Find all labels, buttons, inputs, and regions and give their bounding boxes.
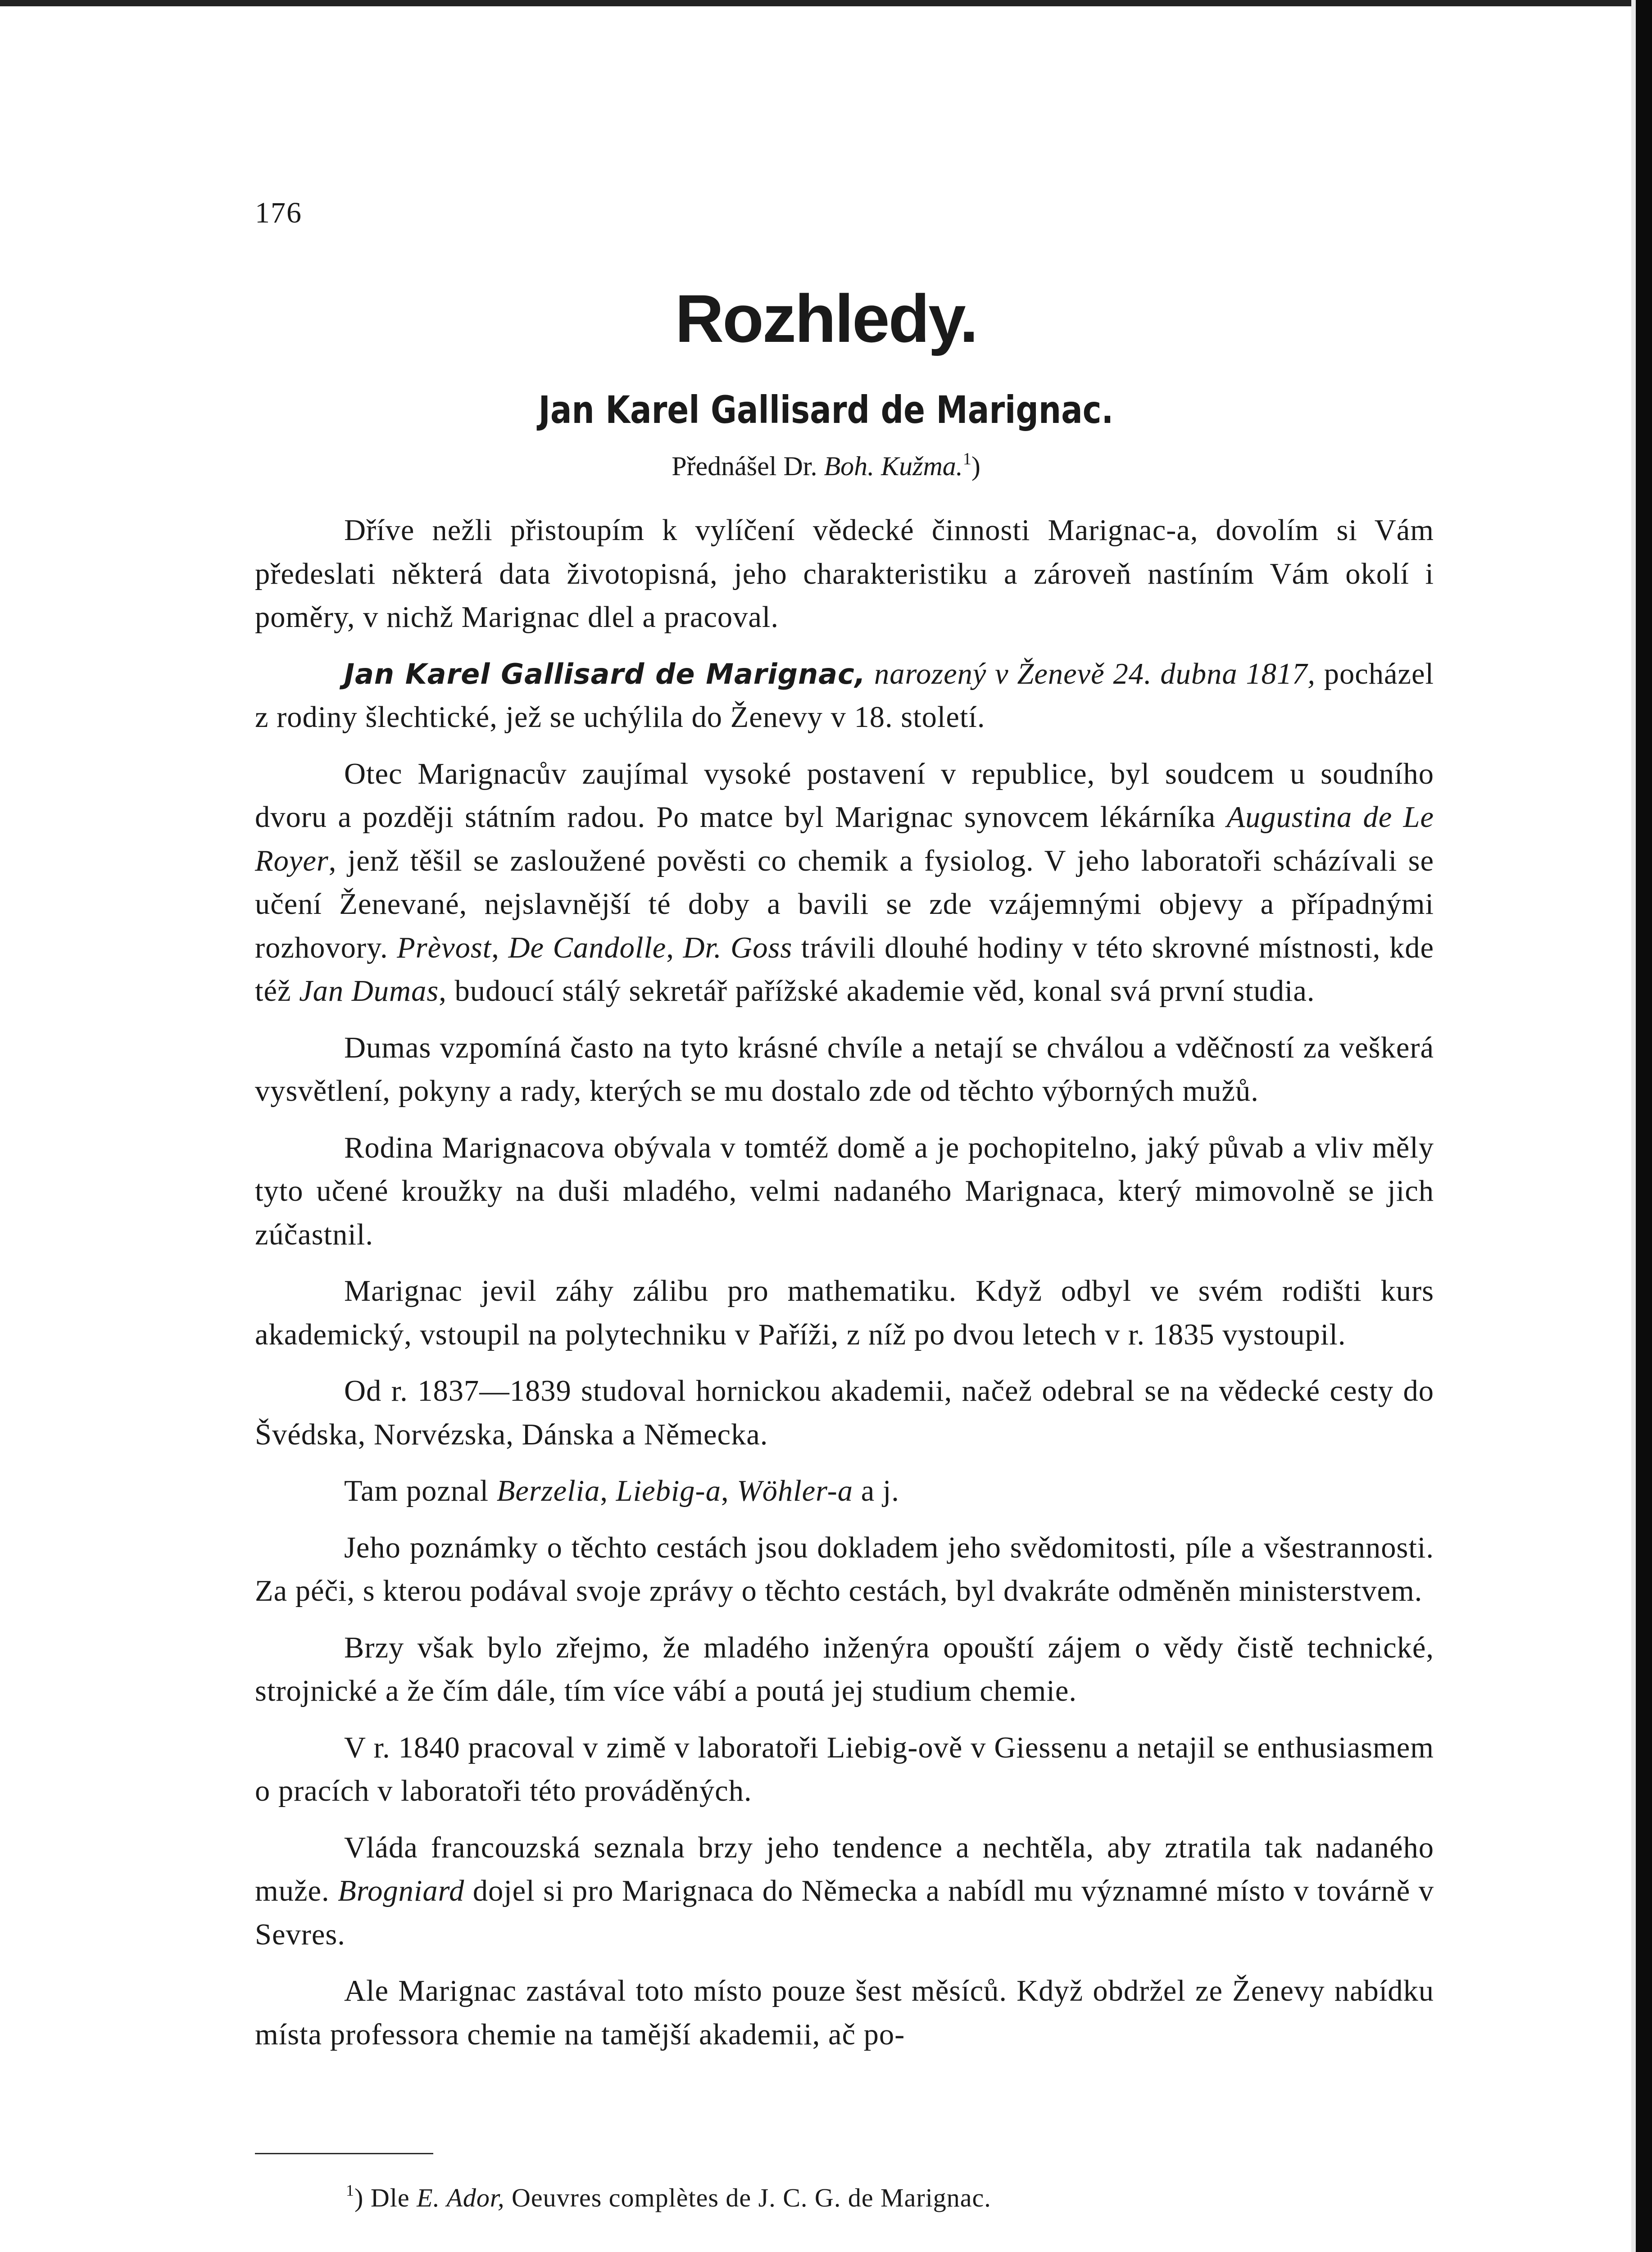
paragraph-text: Otec Marignacův zaujímal vysoké postavení v republice, byl soudcem u soudního dvoru a později státním radou. Po matce byl Marignac synovcem lékárníka	[255, 757, 1434, 834]
person-name: Liebig-a	[616, 1475, 721, 1507]
paragraph-text: trávili dlouhé hodiny v této skrovné místnosti, kde též	[255, 931, 1434, 1008]
paragraph-text: , budoucí stálý sekretář pařížské akademie věd, konal svá první studia.	[439, 975, 1315, 1008]
paragraph	[255, 1370, 1434, 1457]
paragraph	[255, 1726, 1434, 1813]
author-prefix: Přednášel Dr.	[672, 451, 817, 481]
paragraph	[255, 1026, 1434, 1113]
section-title: Rozhledy.	[675, 281, 977, 356]
paragraph-text: Dříve nežli přistoupím k vylíčení vědecké činnosti Marignac-a, dovolím si Vám předeslati některá data životopisná, jeho charakteristiku a zároveň nastíním Vám okolí i poměry, v nichž Marignac dlel a pracoval.	[255, 514, 1434, 634]
paragraph-text: Vláda francouzská seznala brzy jeho tendence a nechtěla, aby ztratila tak nadaného muže.	[255, 1831, 1434, 1907]
person-name: Dr. Goss	[683, 931, 793, 964]
paragraph	[255, 1270, 1434, 1357]
paragraph	[255, 1470, 1434, 1513]
footnote	[346, 2182, 1427, 2211]
footnote-mark: 1	[346, 2181, 354, 2199]
footnote-ref-paren: )	[971, 451, 980, 481]
person-name: Augustina de Le Royer	[255, 801, 1434, 877]
person-name: Brogniard	[338, 1875, 465, 1907]
paragraph	[255, 1826, 1434, 1957]
paragraph-text: V r. 1840 pracoval v zimě v laboratoři Liebig-ově v Giessenu a netajil se enthusiasmem o pracích v laboratoři této prováděných.	[255, 1731, 1434, 1807]
paragraph-text: Jeho poznámky o těchto cestách jsou dokladem jeho svědomitosti, píle a všestrannosti. Za péči, s kterou podával svoje zprávy o těchto cestách, byl dvakráte odměněn ministerstvem.	[255, 1531, 1434, 1607]
page-number: 176	[255, 196, 302, 229]
person-name: Jan Dumas	[299, 975, 439, 1008]
paragraph-text: ,	[721, 1475, 737, 1507]
paragraph-text: , jenž těšil se zasloužené pověsti co chemik a fysiolog. V jeho laboratoři scházívali se učení Ženevané, nejslavnější té doby a bavili se zde vzájemnými objevy a případnými rozhovory.	[255, 844, 1434, 964]
paragraph	[255, 1970, 1434, 2057]
paragraph	[255, 1126, 1434, 1257]
paragraph-text: Rodina Marignacova obývala v tomtéž domě a je pochopitelno, jaký půvab a vliv měly tyto učené kroužky na duši mladého, velmi nadaného Marignaca, který mimovolně se jich zúčastnil.	[255, 1131, 1434, 1251]
paragraph-text: Brzy však bylo zřejmo, že mladého inženýra opouští zájem o vědy čistě technické, strojnické a že čím dále, tím více vábí a poutá jej studium chemie.	[255, 1631, 1434, 1707]
footnote-mark-paren: )	[354, 2183, 364, 2212]
author-name: Boh. Kužma.	[824, 451, 963, 481]
paragraph-text: ,	[600, 1475, 616, 1507]
person-name: Prèvost	[397, 931, 492, 964]
footnote-text: Oeuvres complètes de J. C. G. de Marignac.	[504, 2183, 991, 2212]
scan-edge-top	[0, 0, 1652, 6]
paragraph-text: Marignac jevil záhy zálibu pro mathematiku. Když odbyl ve svém rodišti kurs akademický, vstoupil na polytechniku v Paříži, z níž po dvou letech v r. 1835 vystoupil.	[255, 1275, 1434, 1351]
paragraph	[255, 1626, 1434, 1713]
paragraph	[255, 1526, 1434, 1613]
paragraph	[255, 753, 1434, 1013]
paragraph-text: a j.	[853, 1475, 899, 1507]
paragraph-text: ,	[666, 931, 683, 964]
paragraph-text: pocházel z rodiny šlechtické, jež se uchýlila do Ženevy v 18. století.	[255, 657, 1434, 734]
person-name: Wöhler-a	[737, 1475, 853, 1507]
footnote-ref: 1	[962, 449, 971, 468]
article-body	[255, 509, 1434, 2070]
footnote-editor: E. Ador,	[417, 2183, 505, 2212]
lead-name: Jan Karel Gallisard de Marignac,	[344, 657, 866, 690]
footnote-prefix: Dle	[363, 2183, 417, 2212]
paragraph-text: Dumas vzpomíná často na tyto krásné chvíle a netají se chválou a vděčností za veškerá vysvětlení, pokyny a rady, kterých se mu dostalo zde od těchto výborných mužů.	[255, 1031, 1434, 1108]
person-name: De Candolle	[508, 931, 667, 964]
paragraph-text: Tam poznal	[344, 1475, 497, 1507]
birth-info: narozený v Ženevě 24. dubna 1817,	[866, 657, 1316, 690]
article-title: Jan Karel Gallisard de Marignac.	[538, 388, 1114, 432]
footnote-rule	[255, 2153, 433, 2154]
paragraph-text: Ale Marignac zastával toto místo pouze šest měsíců. Když obdržel ze Ženevy nabídku místa professora chemie na tamější akademii, ač po-	[255, 1975, 1434, 2051]
author-line	[0, 450, 1652, 480]
paragraph	[255, 509, 1434, 640]
paragraph-text: ,	[491, 931, 508, 964]
paragraph	[255, 653, 1434, 740]
person-name: Berzelia	[496, 1475, 600, 1507]
paragraph-text: Od r. 1837—1839 studoval hornickou akademii, načež odebral se na vědecké cesty do Švédska, Norvézska, Dánska a Německa.	[255, 1375, 1434, 1451]
paragraph-text: dojel si pro Marignaca do Německa a nabídl mu významné místo v továrně v Sevres.	[255, 1875, 1434, 1951]
